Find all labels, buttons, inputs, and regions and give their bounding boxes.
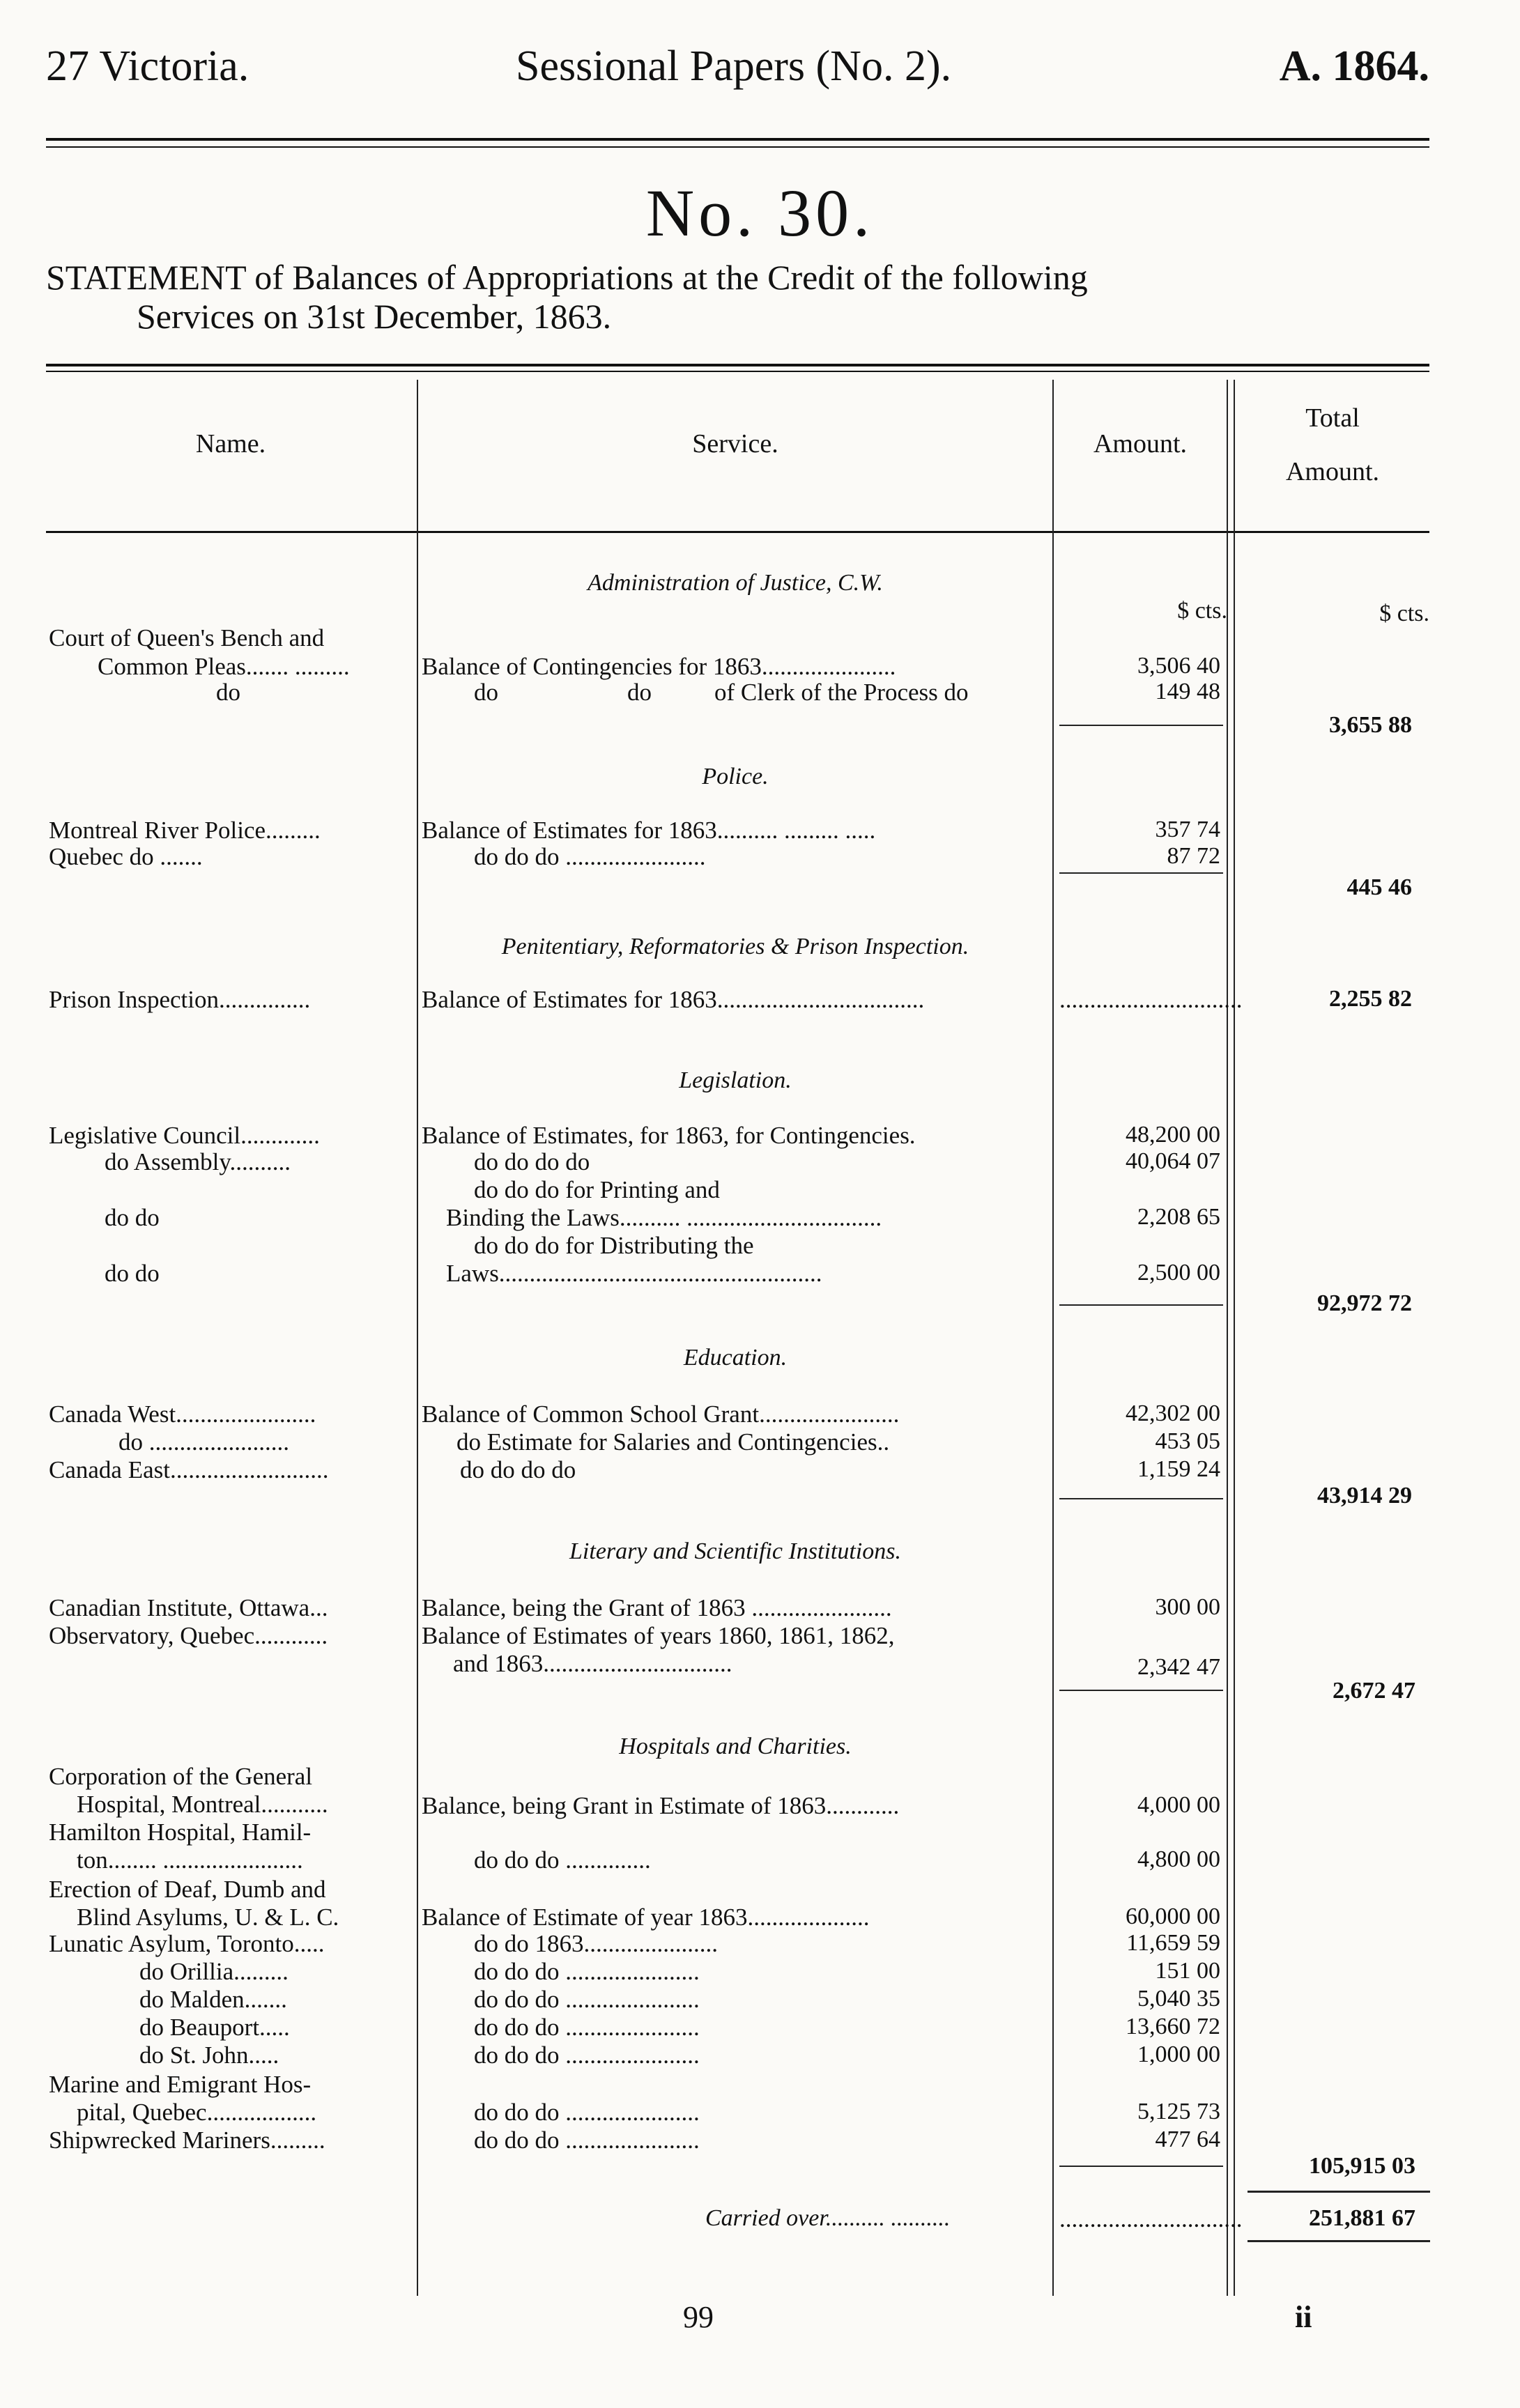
section-education: Education. bbox=[683, 1345, 788, 1371]
section-total: 92,972 72 bbox=[1317, 1290, 1412, 1316]
row-name: Canada East.......................... bbox=[49, 1456, 329, 1483]
sheet-signature: ii bbox=[1295, 2300, 1312, 2334]
row-amount: 4,800 00 bbox=[1137, 1846, 1220, 1872]
row-amount: 151 00 bbox=[1155, 1958, 1220, 1984]
section-literary: Literary and Scientific Institutions. bbox=[569, 1538, 901, 1564]
row-amount: 11,659 59 bbox=[1126, 1930, 1220, 1956]
column-divider-service bbox=[1052, 380, 1054, 2296]
row-service: and 1863............................... bbox=[453, 1650, 732, 1677]
section-penitentiary: Penitentiary, Reformatories & Prison Inspection. bbox=[501, 934, 969, 959]
row-name: do Beauport..... bbox=[139, 2014, 290, 2041]
row-service: do do do ...................... bbox=[474, 1958, 700, 1985]
header-rule-top bbox=[46, 138, 1429, 141]
row-service: do do do ....................... bbox=[474, 843, 706, 870]
subtotal-rule bbox=[1059, 2166, 1223, 2167]
row-amount: 453 05 bbox=[1155, 1428, 1220, 1454]
section-justice: Administration of Justice, C.W. bbox=[588, 570, 883, 596]
row-name: Corporation of the General bbox=[49, 1763, 313, 1790]
row-service: Laws..................................................... bbox=[446, 1260, 822, 1287]
row-service-do: do bbox=[474, 679, 498, 706]
row-amount: 2,342 47 bbox=[1137, 1654, 1220, 1680]
subtotal-rule bbox=[1059, 1304, 1223, 1306]
row-name: Montreal River Police......... bbox=[49, 817, 321, 844]
row-service: Balance of Contingencies for 1863...................... bbox=[422, 653, 896, 680]
section-total: 445 46 bbox=[1346, 874, 1412, 900]
row-name: do do bbox=[105, 1260, 160, 1287]
column-header-total: Total bbox=[1305, 403, 1360, 433]
carried-rule-bottom bbox=[1248, 2240, 1430, 2242]
row-amount: 48,200 00 bbox=[1126, 1122, 1220, 1148]
row-amount: 87 72 bbox=[1167, 843, 1220, 869]
row-service: Balance of Estimates for 1863.................................. bbox=[422, 986, 925, 1013]
row-service-do: do bbox=[627, 679, 652, 706]
row-name: ton........ ....................... bbox=[77, 1846, 303, 1874]
row-name: Canadian Institute, Ottawa... bbox=[49, 1594, 328, 1621]
subtotal-rule bbox=[1059, 872, 1223, 874]
row-amount: 4,000 00 bbox=[1137, 1792, 1220, 1818]
subtotal-rule bbox=[1059, 1690, 1223, 1691]
row-name: Canada West....................... bbox=[49, 1400, 316, 1428]
row-name: do do bbox=[105, 1204, 160, 1231]
row-service: Balance of Common School Grant....................... bbox=[422, 1400, 900, 1428]
row-amount: 300 00 bbox=[1155, 1594, 1220, 1620]
row-amount: 357 74 bbox=[1155, 817, 1220, 842]
row-amount: 5,125 73 bbox=[1137, 2099, 1220, 2124]
statement-line-1: STATEMENT of Balances of Appropriations at the Credit of the following bbox=[46, 258, 1088, 297]
row-amount: 60,000 00 bbox=[1126, 1904, 1220, 1929]
row-name: Prison Inspection............... bbox=[49, 986, 311, 1013]
row-service: do do do ...................... bbox=[474, 2127, 700, 2154]
header-year: A. 1864. bbox=[1279, 43, 1429, 90]
row-service: do do do ...................... bbox=[474, 2042, 700, 2069]
carried-rule bbox=[1248, 2191, 1430, 2193]
row-name: Hamilton Hospital, Hamil- bbox=[49, 1819, 312, 1846]
subtotal-rule bbox=[1059, 725, 1223, 726]
row-service: Binding the Laws.......... ................................ bbox=[446, 1204, 882, 1231]
carried-over-label: Carried over.......... .......... bbox=[705, 2205, 951, 2231]
subtotal-rule bbox=[1059, 1498, 1223, 1499]
statement-line-2: Services on 31st December, 1863. bbox=[137, 297, 612, 336]
row-leader: .............................. bbox=[1059, 986, 1243, 1013]
header-session: 27 Victoria. bbox=[46, 43, 250, 90]
row-name: Blind Asylums, U. & L. C. bbox=[77, 1904, 339, 1931]
row-name: Marine and Emigrant Hos- bbox=[49, 2071, 312, 2098]
section-total: 105,915 03 bbox=[1309, 2153, 1415, 2179]
table-top-rule bbox=[46, 364, 1429, 366]
page-number: 99 bbox=[683, 2300, 714, 2334]
section-total: 43,914 29 bbox=[1317, 1483, 1412, 1508]
row-amount: 477 64 bbox=[1155, 2127, 1220, 2152]
currency-label-amount: $ cts. bbox=[1177, 598, 1227, 624]
column-divider-amount bbox=[1227, 380, 1235, 2296]
header-rule-bottom bbox=[46, 146, 1429, 148]
section-total: 2,255 82 bbox=[1329, 986, 1412, 1012]
row-amount: 5,040 35 bbox=[1137, 1986, 1220, 2012]
row-amount: 2,500 00 bbox=[1137, 1260, 1220, 1286]
column-divider-name bbox=[417, 380, 418, 2296]
row-service: Balance of Estimate of year 1863.................... bbox=[422, 1904, 870, 1931]
statement-title bbox=[46, 258, 1433, 336]
table-top-rule-thin bbox=[46, 371, 1429, 372]
row-service: Balance, being Grant in Estimate of 1863............ bbox=[422, 1792, 900, 1819]
row-service: Balance of Estimates, for 1863, for Contingencies. bbox=[422, 1122, 916, 1149]
row-service: do do do do bbox=[474, 1148, 590, 1175]
row-service: do do do for Distributing the bbox=[474, 1232, 754, 1259]
row-service: Balance, being the Grant of 1863 ....................... bbox=[422, 1594, 892, 1621]
row-amount: 1,000 00 bbox=[1137, 2042, 1220, 2067]
row-amount: 1,159 24 bbox=[1137, 1456, 1220, 1482]
section-legislation: Legislation. bbox=[679, 1067, 792, 1093]
row-amount: 149 48 bbox=[1155, 679, 1220, 704]
section-total: 3,655 88 bbox=[1329, 712, 1412, 738]
row-service: do do do ...................... bbox=[474, 2099, 700, 2126]
row-name: do Assembly.......... bbox=[105, 1148, 291, 1175]
header-papers: Sessional Papers (No. 2). bbox=[516, 43, 952, 90]
row-amount: 42,302 00 bbox=[1126, 1400, 1220, 1426]
row-service: do do 1863...................... bbox=[474, 1930, 718, 1957]
row-name: Legislative Council............. bbox=[49, 1122, 320, 1149]
row-service: do do do ...................... bbox=[474, 1986, 700, 2013]
section-police: Police. bbox=[702, 764, 769, 789]
row-name: do ....................... bbox=[118, 1428, 289, 1456]
row-name: do Malden....... bbox=[139, 1986, 287, 2013]
row-service: do do do for Printing and bbox=[474, 1176, 720, 1203]
row-service: of Clerk of the Process do bbox=[714, 679, 969, 706]
row-amount: 40,064 07 bbox=[1126, 1148, 1220, 1174]
row-amount: 3,506 40 bbox=[1137, 653, 1220, 679]
column-header-service: Service. bbox=[692, 429, 778, 458]
row-service: do do do ...................... bbox=[474, 2014, 700, 2041]
row-name: do St. John..... bbox=[139, 2042, 279, 2069]
row-name: do Orillia......... bbox=[139, 1958, 289, 1985]
row-amount: 13,660 72 bbox=[1126, 2014, 1220, 2039]
row-name: Quebec do ....... bbox=[49, 843, 203, 870]
column-header-total-2: Amount. bbox=[1285, 457, 1380, 486]
row-service: Balance of Estimates for 1863.......... ......... ..... bbox=[422, 817, 876, 844]
row-name: Hospital, Montreal........... bbox=[77, 1791, 328, 1818]
section-total: 2,672 47 bbox=[1333, 1678, 1415, 1704]
row-amount: 2,208 65 bbox=[1137, 1204, 1220, 1230]
row-name: Lunatic Asylum, Toronto..... bbox=[49, 1930, 325, 1957]
row-name: Shipwrecked Mariners......... bbox=[49, 2127, 325, 2154]
row-leader: .............................. bbox=[1059, 2205, 1243, 2232]
document-number: No. 30. bbox=[645, 176, 875, 250]
row-name: Common Pleas....... ......... bbox=[98, 653, 350, 680]
section-hospitals: Hospitals and Charities. bbox=[619, 1734, 852, 1759]
carried-over-total: 251,881 67 bbox=[1309, 2205, 1415, 2231]
row-service: do do do do bbox=[460, 1456, 576, 1483]
row-service: do Estimate for Salaries and Contingencies.. bbox=[456, 1428, 890, 1456]
column-header-amount: Amount. bbox=[1093, 429, 1188, 458]
row-name: do bbox=[216, 679, 240, 706]
row-service: Balance of Estimates of years 1860, 1861, 1862, bbox=[422, 1622, 895, 1649]
column-header-name: Name. bbox=[195, 429, 266, 458]
table-header-rule bbox=[46, 531, 1429, 533]
row-service: do do do .............. bbox=[474, 1846, 651, 1874]
row-name: Erection of Deaf, Dumb and bbox=[49, 1876, 326, 1903]
row-name: pital, Quebec.................. bbox=[77, 2099, 317, 2126]
row-name: Court of Queen's Bench and bbox=[49, 624, 325, 651]
row-name: Observatory, Quebec............ bbox=[49, 1622, 328, 1649]
currency-label-total: $ cts. bbox=[1379, 601, 1429, 626]
